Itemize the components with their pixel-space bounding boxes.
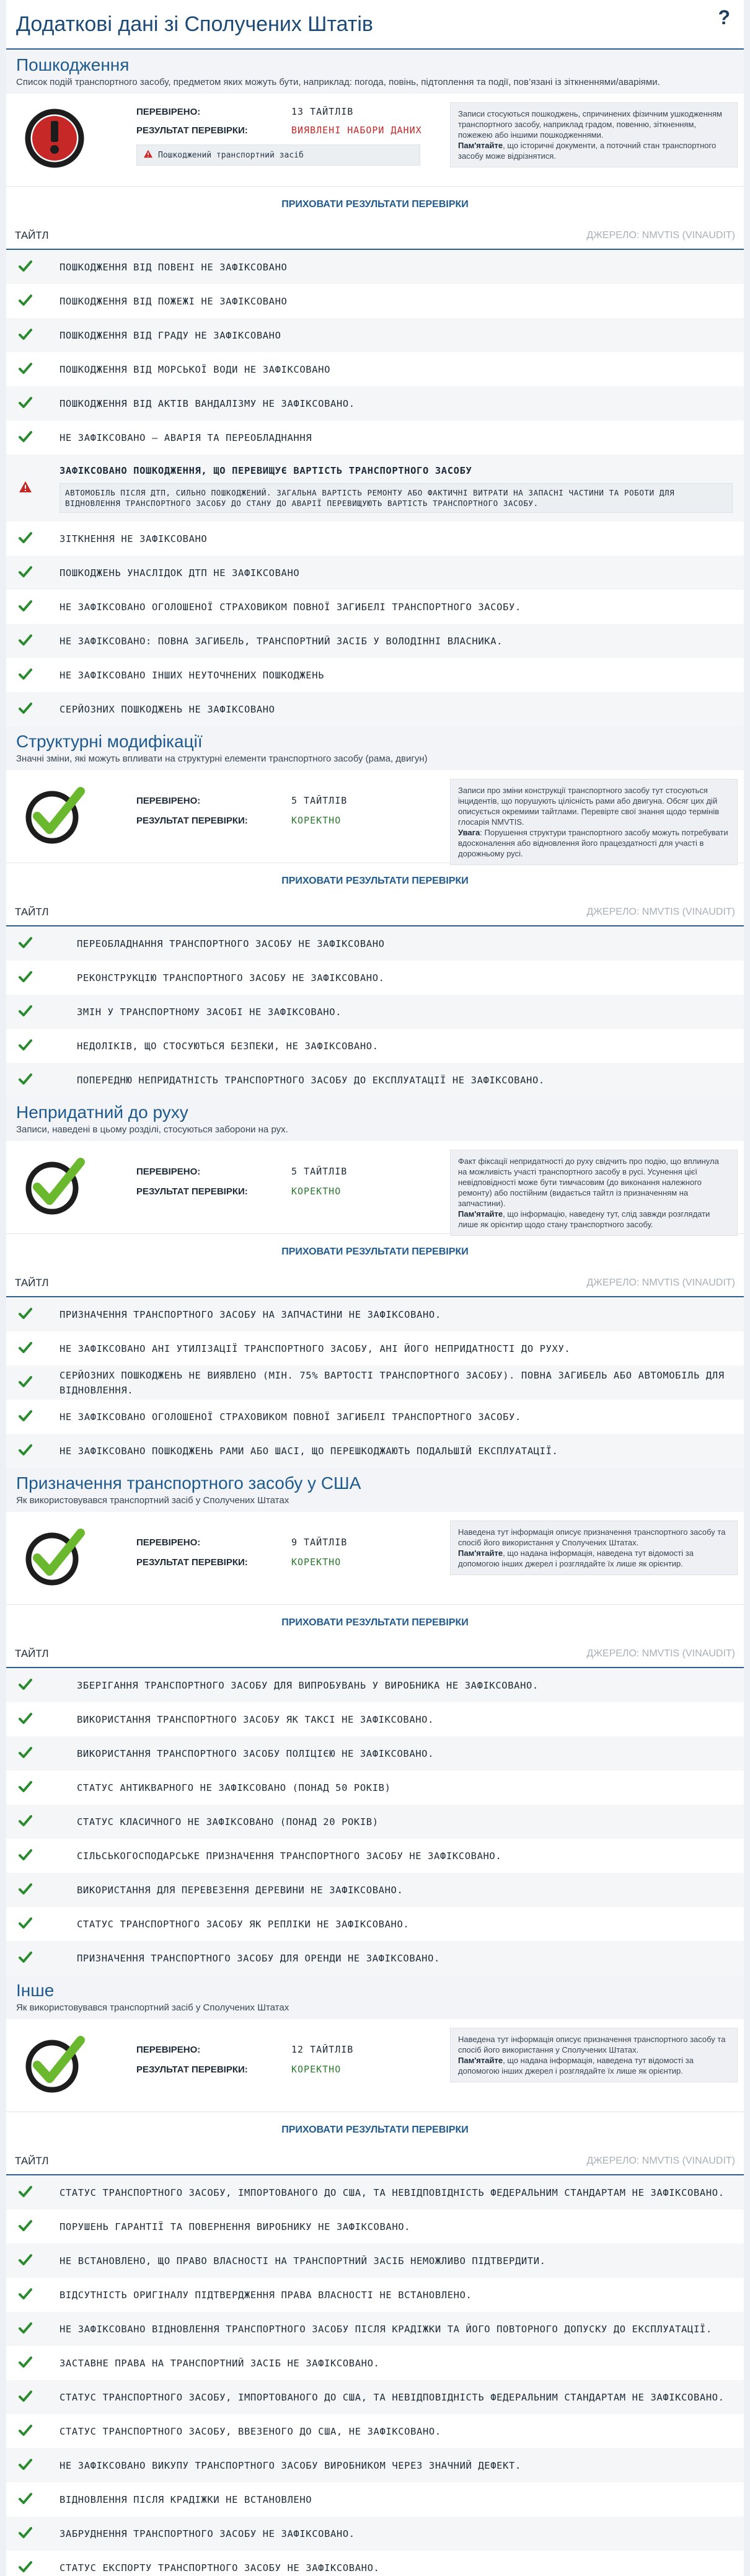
check-icon: [19, 396, 60, 411]
check-icon: [19, 1780, 77, 1795]
item-text: ЗМІН У ТРАНСПОРТНОМУ ЗАСОБІ НЕ ЗАФІКСОВАНО.: [77, 1006, 342, 1018]
info-note: [450, 1521, 738, 1575]
item-text: ВИКОРИСТАННЯ ДЛЯ ПЕРЕВЕЗЕННЯ ДЕРЕВИНИ НЕ ЗАФІКСОВАНО.: [77, 1884, 404, 1896]
list-item: [6, 284, 744, 318]
check-icon: [19, 1341, 60, 1356]
column-source: ДЖЕРЕЛО: NMVTIS (VINAUDIT): [586, 1277, 735, 1288]
info-note: [450, 779, 738, 865]
note-tail: : Порушення структури транспортного засобу можуть потребувати вдосконалення або відновлення його працездатності для участі в дорожньому русі.: [458, 828, 728, 858]
column-title: ТАЙТЛ: [15, 2155, 49, 2167]
note-text: Наведена тут інформація описує призначення транспортного засобу та спосіб його використання у Сполучених Штатах.: [458, 1527, 726, 1547]
table-header: [6, 223, 744, 250]
section-description: Як використовувався транспортний засіб у Сполучених Штатах: [16, 1495, 289, 1506]
item-text: ЗАСТАВНЕ ПРАВА НА ТРАНСПОРТНИЙ ЗАСІБ НЕ ЗАФІКСОВАНО.: [60, 2357, 380, 2369]
section-description: Значні зміни, які можуть впливати на структурні елементи транспортного засобу (рама, двигун): [16, 753, 428, 764]
list-item: [6, 1366, 744, 1400]
item-text: СІЛЬСЬКОГОСПОДАРСЬКЕ ПРИЗНАЧЕННЯ ТРАНСПОРТНОГО ЗАСОБУ НЕ ЗАФІКСОВАНО.: [77, 1850, 502, 1862]
list-item: [6, 1770, 744, 1805]
list-item: [6, 522, 744, 556]
list-item: [6, 1331, 744, 1366]
checked-row: [136, 1166, 347, 1177]
result-list: [6, 1297, 744, 1468]
list-item: [6, 1434, 744, 1468]
hide-results-button[interactable]: ПРИХОВАТИ РЕЗУЛЬТАТИ ПЕРЕВІРКИ: [6, 863, 744, 899]
check-icon: [19, 1814, 77, 1829]
section-description: Як використовувався транспортний засіб у Сполучених Штатах: [16, 2002, 289, 2013]
result-value: КОРЕКТНО: [291, 2064, 342, 2075]
check-icon: [19, 2560, 60, 2575]
item-text: НЕ ЗАФІКСОВАНО ІНШИХ НЕУТОЧНЕНИХ ПОШКОДЖЕНЬ: [60, 669, 325, 681]
section-description: Записи, наведені в цьому розділі, стосуються заборони на рух.: [16, 1124, 288, 1135]
check-icon: [19, 2390, 60, 2405]
item-text: НЕДОЛІКІВ, ЩО СТОСУЮТЬСЯ БЕЗПЕКИ, НЕ ЗАФІКСОВАНО.: [77, 1040, 379, 1052]
list-item: [6, 318, 744, 352]
section-header: [6, 50, 744, 94]
section-header: [6, 1468, 744, 1512]
column-title: ТАЙТЛ: [15, 906, 49, 918]
note-text: Записи про зміни конструкції транспортного засобу тут стосуються інцидентів, що порушують цілісність рами або двигуна. Обсяг цих дій описується окремими тайтлами. Перевірте свої знання щодо термінів глосарія NMVTIS.: [458, 786, 720, 827]
check-circle-icon: [24, 1526, 86, 1588]
list-item: [6, 2516, 744, 2551]
section-title: Структурні модифікації: [16, 732, 203, 751]
item-text: ПОРУШЕНЬ ГАРАНТІЇ ТА ПОВЕРНЕННЯ ВИРОБНИКУ НЕ ЗАФІКСОВАНО.: [60, 2221, 411, 2232]
item-text: СЕРЙОЗНИХ ПОШКОДЖЕНЬ НЕ ЗАФІКСОВАНО: [60, 703, 275, 715]
result-row: [136, 1557, 341, 1568]
list-item: [6, 250, 744, 284]
list-item: [6, 1941, 744, 1975]
item-text: НЕ ЗАФІКСОВАНО ВИКУПУ ТРАНСПОРТНОГО ЗАСОБУ ВИРОБНИКОМ ЧЕРЕЗ ЗНАЧНИЙ ДЕФЕКТ.: [60, 2459, 521, 2471]
damage-flag: [136, 144, 420, 166]
checked-label: ПЕРЕВІРЕНО:: [136, 1537, 201, 1548]
check-icon: [19, 2219, 60, 2234]
check-icon: [19, 702, 60, 717]
alert-circle-icon: [24, 107, 86, 169]
check-summary: [6, 770, 744, 863]
table-header: [6, 1270, 744, 1297]
table-header: [6, 1641, 744, 1668]
item-text: ПОШКОДЖЕННЯ ВІД АКТІВ ВАНДАЛІЗМУ НЕ ЗАФІКСОВАНО.: [60, 398, 355, 409]
list-item: [6, 1029, 744, 1063]
check-circle-icon: [24, 2033, 86, 2095]
list-item: [6, 1702, 744, 1736]
damage-flag-text: Пошкоджений транспортний засіб: [158, 150, 304, 160]
check-icon: [19, 1005, 77, 1019]
check-icon: [19, 1444, 60, 1459]
hide-results-button[interactable]: ПРИХОВАТИ РЕЗУЛЬТАТИ ПЕРЕВІРКИ: [6, 2112, 744, 2148]
item-text: СЕРЙОЗНИХ ПОШКОДЖЕНЬ НЕ ВИЯВЛЕНО (МІН. 75% ВАРТОСТІ ТРАНСПОРТНОГО ЗАСОБУ). ПОВНА ЗАГИБЕЛЬ АБО АВТОМОБІЛЬ ДЛЯ ВІДНОВЛЕННЯ.: [60, 1369, 725, 1396]
check-icon: [19, 1410, 60, 1424]
hide-results-button[interactable]: ПРИХОВАТИ РЕЗУЛЬТАТИ ПЕРЕВІРКИ: [6, 1234, 744, 1270]
section-title: Інше: [16, 1981, 55, 2000]
check-icon: [19, 1746, 77, 1761]
checked-label: ПЕРЕВІРЕНО:: [136, 1166, 201, 1177]
item-text: НЕ ЗАФІКСОВАНО: ПОВНА ЗАГИБЕЛЬ, ТРАНСПОРТНИЙ ЗАСІБ У ВОЛОДІННІ ВЛАСНИКА.: [60, 635, 503, 647]
check-icon: [19, 936, 77, 951]
note-tail: , що надана інформація, наведена тут відомості за допомогою інших джерел і розглядайте їх лише як орієнтир.: [458, 2056, 694, 2076]
column-title: ТАЙТЛ: [15, 1648, 49, 1659]
item-text: НЕ ЗАФІКСОВАНО ПОШКОДЖЕНЬ РАМИ АБО ШАСІ, ЩО ПЕРЕШКОДЖАЮТЬ ПОДАЛЬШІЙ ЕКСПЛУАТАЦІЇ.: [60, 1445, 558, 1457]
item-text: НЕ ВСТАНОВЛЕНО, ЩО ПРАВО ВЛАСНОСТІ НА ТРАНСПОРТНИЙ ЗАСІБ НЕМОЖЛИВО ПІДТВЕРДИТИ.: [60, 2255, 546, 2267]
section-description: Список подій транспортного засобу, предметом яких можуть бути, наприклад: погода, повінь, підтоплення та події, пов’язані із зіткненнями/аваріями.: [16, 77, 660, 87]
note-text: Наведена тут інформація описує призначення транспортного засобу та спосіб його використання у Сполучених Штатах.: [458, 2035, 726, 2054]
result-row: [136, 2064, 341, 2075]
checked-row: [136, 106, 353, 117]
info-note: [450, 2028, 738, 2082]
column-title: ТАЙТЛ: [15, 1277, 49, 1289]
check-icon: [19, 668, 60, 683]
checked-count: 5 ТАЙТЛІВ: [291, 1166, 348, 1177]
check-icon: [19, 1849, 77, 1863]
item-text: НЕ ЗАФІКСОВАНО АНІ УТИЛІЗАЦІЇ ТРАНСПОРТНОГО ЗАСОБУ, АНІ ЙОГО НЕПРИДАТНОСТІ ДО РУХУ.: [60, 1343, 571, 1354]
item-text: ЗБЕРІГАННЯ ТРАНСПОРТНОГО ЗАСОБУ ДЛЯ ВИПРОБУВАНЬ У ВИРОБНИКА НЕ ЗАФІКСОВАНО.: [77, 1679, 539, 1691]
list-item: [6, 2175, 744, 2210]
column-source: ДЖЕРЕЛО: NMVTIS (VINAUDIT): [586, 907, 735, 917]
check-circle-icon: [24, 784, 86, 846]
check-icon: [19, 2424, 60, 2439]
result-value: КОРЕКТНО: [291, 1186, 342, 1197]
list-item: [6, 352, 744, 386]
check-summary: [6, 1512, 744, 1605]
item-text: НЕ ЗАФІКСОВАНО ОГОЛОШЕНОЇ СТРАХОВИКОМ ПОВНОЇ ЗАГИБЕЛІ ТРАНСПОРТНОГО ЗАСОБУ.: [60, 1411, 521, 1423]
note-text: Факт фіксації непридатності до руху свідчить про подію, що вплинула на можливість участі транспортного засобу в русі. Усунення цієї невідповідності може бути тимчасовим (до виконання належного ремонту) або постійним (видається тайтл із призначенням на запчастини).: [458, 1157, 719, 1208]
item-text: СТАТУС ТРАНСПОРТНОГО ЗАСОБУ ЯК РЕПЛІКИ НЕ ЗАФІКСОВАНО.: [77, 1918, 410, 1930]
check-icon: [19, 2322, 60, 2337]
list-item: [6, 2482, 744, 2516]
list-item: [6, 1805, 744, 1839]
column-source: ДЖЕРЕЛО: NMVTIS (VINAUDIT): [586, 1648, 735, 1659]
item-text: СТАТУС ТРАНСПОРТНОГО ЗАСОБУ, ІМПОРТОВАНОГО ДО США, ТА НЕВІДПОВІДНІСТЬ ФЕДЕРАЛЬНИМ СТАНДАРТАМ НЕ ЗАФІКСОВАНО.: [60, 2391, 725, 2403]
item-text: НЕ ЗАФІКСОВАНО – АВАРІЯ ТА ПЕРЕОБЛАДНАННЯ: [60, 432, 312, 443]
note-text: Записи стосуються пошкоджень, спричинених фізичним ушкодженням транспортного засобу, наприклад градом, повенню, зіткненням, пожежею або іншими пошкодженнями.: [458, 109, 722, 140]
note-bold: Пам'ятайте: [458, 1209, 503, 1219]
list-item: [6, 926, 744, 961]
check-icon: [19, 634, 60, 649]
item-text: НЕ ЗАФІКСОВАНО ВІДНОВЛЕННЯ ТРАНСПОРТНОГО ЗАСОБУ ПІСЛЯ КРАДІЖКИ ТА ЙОГО ПОВТОРНОГО ДОПУСКУ ДО ЕКСПЛУАТАЦІЇ.: [60, 2323, 712, 2335]
note-bold: Пам'ятайте: [458, 1548, 503, 1558]
note-tail: , що інформацію, наведену тут, слід завжди розглядати лише як орієнтир щодо стану транспортного засобу.: [458, 1209, 710, 1229]
checked-count: 9 ТАЙТЛІВ: [291, 1537, 348, 1548]
list-item: [6, 386, 744, 420]
item-text: НЕ ЗАФІКСОВАНО ОГОЛОШЕНОЇ СТРАХОВИКОМ ПОВНОЇ ЗАГИБЕЛІ ТРАНСПОРТНОГО ЗАСОБУ.: [60, 601, 521, 613]
item-text: ПРИЗНАЧЕННЯ ТРАНСПОРТНОГО ЗАСОБУ НА ЗАПЧАСТИНИ НЕ ЗАФІКСОВАНО.: [60, 1308, 441, 1320]
list-item: [6, 2210, 744, 2244]
check-icon: [19, 1712, 77, 1727]
list-item: [6, 1063, 744, 1097]
check-icon: [19, 362, 60, 377]
check-icon: [19, 1307, 60, 1322]
list-item: [6, 2278, 744, 2312]
note-bold: Увага: [458, 828, 480, 837]
check-summary: [6, 94, 744, 187]
result-label: РЕЗУЛЬТАТ ПЕРЕВІРКИ:: [136, 125, 248, 136]
result-list: [6, 2175, 744, 2576]
hide-results-button[interactable]: ПРИХОВАТИ РЕЗУЛЬТАТИ ПЕРЕВІРКИ: [6, 1605, 744, 1641]
checked-row: [136, 1537, 347, 1548]
list-item: [6, 658, 744, 692]
section-struct: [6, 726, 744, 1097]
list-item: [6, 2551, 744, 2576]
check-icon: [19, 260, 60, 275]
checked-row: [136, 2044, 353, 2055]
list-item: [6, 624, 744, 658]
list-item: [6, 2244, 744, 2278]
list-item: [6, 556, 744, 590]
item-text: ВИКОРИСТАННЯ ТРАНСПОРТНОГО ЗАСОБУ ЯК ТАКСІ НЕ ЗАФІКСОВАНО.: [77, 1713, 435, 1725]
check-icon: [19, 2526, 60, 2541]
list-item: [6, 1668, 744, 1702]
item-text: ВІДНОВЛЕННЯ ПІСЛЯ КРАДІЖКИ НЕ ВСТАНОВЛЕНО: [60, 2494, 312, 2505]
check-icon: [19, 1678, 77, 1693]
list-item: [6, 692, 744, 726]
info-note: [450, 1150, 738, 1236]
item-text: ПОПЕРЕДНЮ НЕПРИДАТНІСТЬ ТРАНСПОРТНОГО ЗАСОБУ ДО ЕКСПЛУАТАЦІЇ НЕ ЗАФІКСОВАНО.: [77, 1074, 545, 1086]
list-item: [6, 1873, 744, 1907]
list-item: [6, 1907, 744, 1941]
check-icon: [19, 1039, 77, 1054]
checked-count: 13 ТАЙТЛІВ: [291, 106, 354, 117]
note-tail: , що надана інформація, наведена тут відомості за допомогою інших джерел і розглядайте їх лише як орієнтир.: [458, 1548, 694, 1568]
check-icon: [19, 600, 60, 615]
check-icon: [19, 2458, 60, 2473]
check-summary: [6, 1141, 744, 1234]
section-title: Непридатний до руху: [16, 1103, 188, 1122]
check-icon: [19, 430, 60, 445]
item-text: ВІДСУТНІСТЬ ОРИГІНАЛУ ПІДТВЕРДЖЕННЯ ПРАВА ВЛАСНОСТІ НЕ ВСТАНОВЛЕНО.: [60, 2289, 472, 2301]
check-icon: [19, 2356, 60, 2371]
section-unfit: [6, 1097, 744, 1468]
list-item: [6, 995, 744, 1029]
section-header: [6, 726, 744, 770]
section-usage: [6, 1468, 744, 1975]
column-title: ТАЙТЛ: [15, 229, 49, 241]
item-text: ЗІТКНЕННЯ НЕ ЗАФІКСОВАНО: [60, 533, 208, 544]
check-icon: [19, 970, 77, 985]
list-item: [6, 2312, 744, 2346]
check-icon: [19, 294, 60, 309]
item-text: СТАТУС ТРАНСПОРТНОГО ЗАСОБУ, ІМПОРТОВАНОГО ДО США, ТА НЕВІДПОВІДНІСТЬ ФЕДЕРАЛЬНИМ СТАНДАРТАМ НЕ ЗАФІКСОВАНО.: [60, 2187, 725, 2198]
checked-label: ПЕРЕВІРЕНО:: [136, 2045, 201, 2055]
item-text: ВИКОРИСТАННЯ ТРАНСПОРТНОГО ЗАСОБУ ПОЛІЦІЄЮ НЕ ЗАФІКСОВАНО.: [77, 1748, 435, 1759]
item-text: ПРИЗНАЧЕННЯ ТРАНСПОРТНОГО ЗАСОБУ ДЛЯ ОРЕНДИ НЕ ЗАФІКСОВАНО.: [77, 1952, 440, 1964]
check-icon: [19, 1951, 77, 1966]
section-damage: [6, 50, 744, 726]
check-icon: [19, 1073, 77, 1088]
column-source: ДЖЕРЕЛО: NMVTIS (VINAUDIT): [586, 230, 735, 241]
section-header: [6, 1097, 744, 1141]
list-item: [6, 1736, 744, 1770]
warning-icon: [19, 481, 60, 495]
item-text: СТАТУС КЛАСИЧНОГО НЕ ЗАФІКСОВАНО (ПОНАД 20 РОКІВ): [77, 1816, 379, 1828]
section-other: [6, 1975, 744, 2576]
list-item: [6, 420, 744, 455]
checked-count: 12 ТАЙТЛІВ: [291, 2044, 354, 2055]
item-text: ПОШКОДЖЕННЯ ВІД ПОЖЕЖІ НЕ ЗАФІКСОВАНО: [60, 295, 288, 307]
checked-label: ПЕРЕВІРЕНО:: [136, 796, 201, 806]
item-text: РЕКОНСТРУКЦІЮ ТРАНСПОРТНОГО ЗАСОБУ НЕ ЗАФІКСОВАНО.: [77, 972, 385, 984]
list-item: [6, 455, 744, 522]
note-bold: Пам'ятайте: [458, 2056, 503, 2065]
result-row: [136, 125, 422, 136]
note-bold: Пам'ятайте: [458, 141, 503, 150]
check-icon: [19, 1883, 77, 1898]
list-item: [6, 2380, 744, 2414]
item-text: ПОШКОДЖЕННЯ ВІД ПОВЕНІ НЕ ЗАФІКСОВАНО: [60, 261, 288, 273]
table-header: [6, 899, 744, 926]
check-icon: [19, 1917, 77, 1932]
result-value: КОРЕКТНО: [291, 815, 342, 826]
list-item: [6, 2414, 744, 2448]
result-label: РЕЗУЛЬТАТ ПЕРЕВІРКИ:: [136, 2064, 248, 2075]
list-item: [6, 590, 744, 624]
result-row: [136, 815, 341, 826]
result-value: ВИЯВЛЕНІ НАБОРИ ДАНИХ: [291, 125, 422, 136]
item-text: СТАТУС АНТИКВАРНОГО НЕ ЗАФІКСОВАНО (ПОНАД 50 РОКІВ): [77, 1782, 391, 1793]
check-icon: [19, 2492, 60, 2507]
result-list: [6, 1668, 744, 1975]
page-header: [6, 0, 744, 50]
table-header: [6, 2148, 744, 2175]
result-label: РЕЗУЛЬТАТ ПЕРЕВІРКИ:: [136, 1186, 248, 1197]
result-list: [6, 926, 744, 1097]
hide-results-button[interactable]: ПРИХОВАТИ РЕЗУЛЬТАТИ ПЕРЕВІРКИ: [6, 187, 744, 223]
check-icon: [19, 2288, 60, 2303]
list-item: [6, 1839, 744, 1873]
list-item: [6, 2448, 744, 2482]
check-icon: [19, 531, 60, 546]
check-circle-icon: [24, 1155, 86, 1217]
item-text: ПОШКОДЖЕННЯ ВІД МОРСЬКОЇ ВОДИ НЕ ЗАФІКСОВАНО: [60, 363, 330, 375]
item-text: ПЕРЕОБЛАДНАННЯ ТРАНСПОРТНОГО ЗАСОБУ НЕ ЗАФІКСОВАНО: [77, 938, 385, 949]
item-text: СТАТУС ЕКСПОРТУ ТРАНСПОРТНОГО ЗАСОБУ НЕ ЗАФІКСОВАНО.: [60, 2562, 380, 2574]
note-tail: , що історичні документи, а поточний стан транспортного засобу може відрізнятися.: [458, 141, 717, 161]
item-text: ЗАБРУДНЕННЯ ТРАНСПОРТНОГО ЗАСОБУ НЕ ЗАФІКСОВАНО.: [60, 2528, 355, 2539]
item-text: ПОШКОДЖЕННЯ ВІД ГРАДУ НЕ ЗАФІКСОВАНО: [60, 329, 281, 341]
page-title: Додаткові дані зі Сполучених Штатів: [16, 12, 373, 36]
result-label: РЕЗУЛЬТАТ ПЕРЕВІРКИ:: [136, 1557, 248, 1568]
section-header: [6, 1975, 744, 2019]
warning-icon: [143, 149, 153, 161]
list-item: [6, 1297, 744, 1331]
section-title: Пошкодження: [16, 55, 130, 74]
checked-label: ПЕРЕВІРЕНО:: [136, 107, 201, 117]
check-icon: [19, 2185, 60, 2200]
checked-count: 5 ТАЙТЛІВ: [291, 795, 348, 806]
item-detail: АВТОМОБІЛЬ ПІСЛЯ ДТП, СИЛЬНО ПОШКОДЖЕНИЙ. ЗАГАЛЬНА ВАРТІСТЬ РЕМОНТУ АБО ФАКТИЧНІ ВИТРАТИ НА ЗАПАСНІ ЧАСТИНИ ТА РОБОТИ ДЛЯ ВІДНОВЛЕННЯ ТРАНСПОРТНОГО ЗАСОБУ ДО СТАНУ ДО АВАРІЇ ПЕРЕВИЩУЮТЬ ВАРТІСТЬ ТРАНСПОРТНОГО ЗАСОБУ.: [60, 483, 733, 513]
info-note: [450, 102, 738, 167]
check-icon: [19, 2254, 60, 2268]
check-icon: [19, 1375, 60, 1390]
list-item: [6, 1400, 744, 1434]
check-icon: [19, 328, 60, 343]
list-item: [6, 2346, 744, 2380]
list-item: [6, 961, 744, 995]
report-panel: [6, 0, 744, 2576]
check-summary: [6, 2019, 744, 2112]
help-icon[interactable]: ?: [718, 6, 730, 29]
checked-row: [136, 795, 347, 806]
result-label: РЕЗУЛЬТАТ ПЕРЕВІРКИ:: [136, 815, 248, 826]
item-text: ЗАФІКСОВАНО ПОШКОДЖЕННЯ, ЩО ПЕРЕВИЩУЄ ВАРТІСТЬ ТРАНСПОРТНОГО ЗАСОБУ: [60, 465, 472, 476]
result-row: [136, 1186, 341, 1197]
item-text: СТАТУС ТРАНСПОРТНОГО ЗАСОБУ, ВВЕЗЕНОГО ДО США, НЕ ЗАФІКСОВАНО.: [60, 2425, 441, 2437]
check-icon: [19, 566, 60, 580]
item-text: ПОШКОДЖЕНЬ УНАСЛІДОК ДТП НЕ ЗАФІКСОВАНО: [60, 567, 300, 579]
section-title: Призначення транспортного засобу у США: [16, 1473, 361, 1493]
column-source: ДЖЕРЕЛО: NMVTIS (VINAUDIT): [586, 2156, 735, 2166]
result-list: [6, 250, 744, 726]
result-value: КОРЕКТНО: [291, 1557, 342, 1568]
